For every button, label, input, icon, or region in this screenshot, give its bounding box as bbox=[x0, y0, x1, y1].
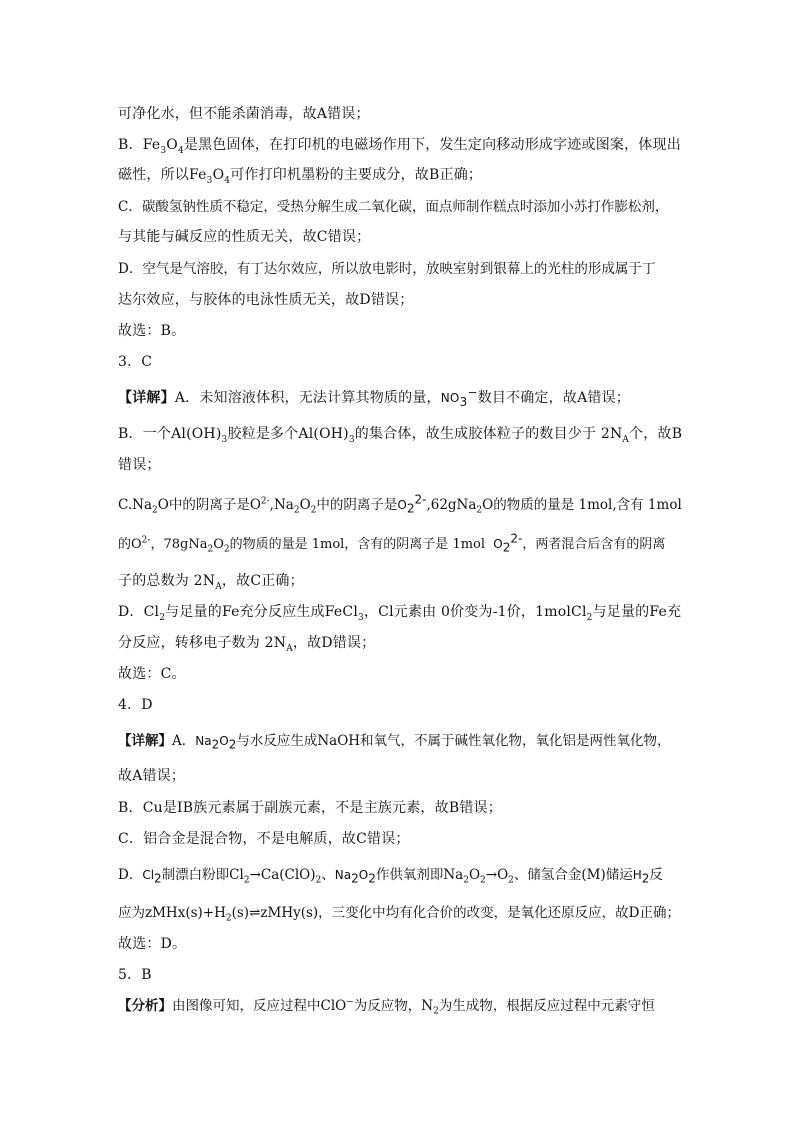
text-line: 【详解】A．未知溶液体积，无法计算其物质的量，$NO_3^-$数目不确定，故A错误； bbox=[118, 385, 630, 409]
text-line: B．一个$Al(OH)_3$胶粒是多个$Al(OH)_3$的集合体，故生成胶体粒子的数目少于 $2N_A$个，故B bbox=[118, 426, 683, 445]
section-label: 【详解】 bbox=[118, 733, 172, 749]
text-line: B．$Fe_3O_4$是黑色固体，在打印机的电磁场作用下，发生定向移动形成字迹或图案，体现出 bbox=[118, 137, 681, 156]
text-line: B．Cu是ⅠB族元素属于副族元素，不是主族元素，故B错误； bbox=[118, 800, 502, 816]
text-line: 可净化水，但不能杀菌消毒，故A错误； bbox=[118, 106, 370, 122]
text-line: 故选：C。 bbox=[118, 666, 186, 682]
text-line: 与其能与碱反应的性质无关，故C错误； bbox=[118, 229, 371, 245]
text-line: 子的总数为 $2N_A$，故C正确； bbox=[118, 573, 304, 592]
section-label: 【分析】 bbox=[118, 998, 172, 1014]
text-line: 错误； bbox=[118, 457, 161, 473]
text-line: 故选：B。 bbox=[118, 323, 186, 339]
text-line: 【分析】由图像可知，反应过程中ClO−为反应物，$N_2$为生成物，根据反应过程中元素守恒 bbox=[118, 997, 655, 1017]
text-line: 应为$zMHx(s)+H_2(s)\rightleftharpoons zMHy(s)$，三变化中均有化合价的改变，是氧化还原反应，故D正确； bbox=[118, 905, 681, 924]
text-line: 分反应，转移电子数为 $2N_A$，故D错误； bbox=[118, 635, 376, 654]
text-line: 达尔效应，与胶体的电泳性质无关，故D错误； bbox=[118, 292, 414, 308]
text-line: D．$Cl_2$制漂白粉即$Cl_2\to Ca(ClO)_2$、$Na_2O_2$作供氧剂即$Na_2O_2\to O_2$、储氢合金(M)储运$H_2$反 bbox=[118, 867, 663, 886]
section-label: 【详解】 bbox=[118, 390, 175, 406]
text-line: D．空气是气溶胶，有丁达尔效应，所以放电影时，放映室射到银幕上的光柱的形成属于丁 bbox=[118, 261, 656, 277]
answer-number: 3．C bbox=[118, 354, 153, 370]
text-line: $C.Na_2O$中的阴离子是$O^{2-},Na_2O_2$中的阴离子是$O_2^{2-},62gNa_2O$的物质的量是 1mol,含有 1mol bbox=[118, 492, 682, 516]
answer-number: 4．D bbox=[118, 697, 153, 713]
text-line: D．$Cl_2$与足量的Fe充分反应生成FeCl$_3$，Cl元素由 0价变为-1价，1molCl$_2$与足量的Fe充 bbox=[118, 604, 682, 623]
text-line: 的$O^{2-}$，$78gNa_2O_2$的物质的量是 1mol，含有的阴离子是 1mol $O_2^{2-}$，两者混合后含有的阴离 bbox=[118, 531, 666, 555]
text-line: 故选：D。 bbox=[118, 936, 187, 952]
text-line: C．铝合金是混合物，不是电解质，故C错误； bbox=[118, 831, 410, 847]
text-line: 【详解】A．$Na_2O_2$与水反应生成NaOH和氧气，不属于碱性氧化物，氧化铝是两性氧化物， bbox=[118, 733, 671, 752]
text-line: 磁性，所以$Fe_3O_4$可作打印机墨粉的主要成分，故B正确； bbox=[118, 167, 483, 186]
text-line: 故A错误； bbox=[118, 768, 186, 784]
text-line: C．碳酸氢钠性质不稳定，受热分解生成二氧化碳，面点师制作糕点时添加小苏打作膨松剂， bbox=[118, 199, 669, 215]
answer-number: 5．B bbox=[118, 967, 152, 983]
